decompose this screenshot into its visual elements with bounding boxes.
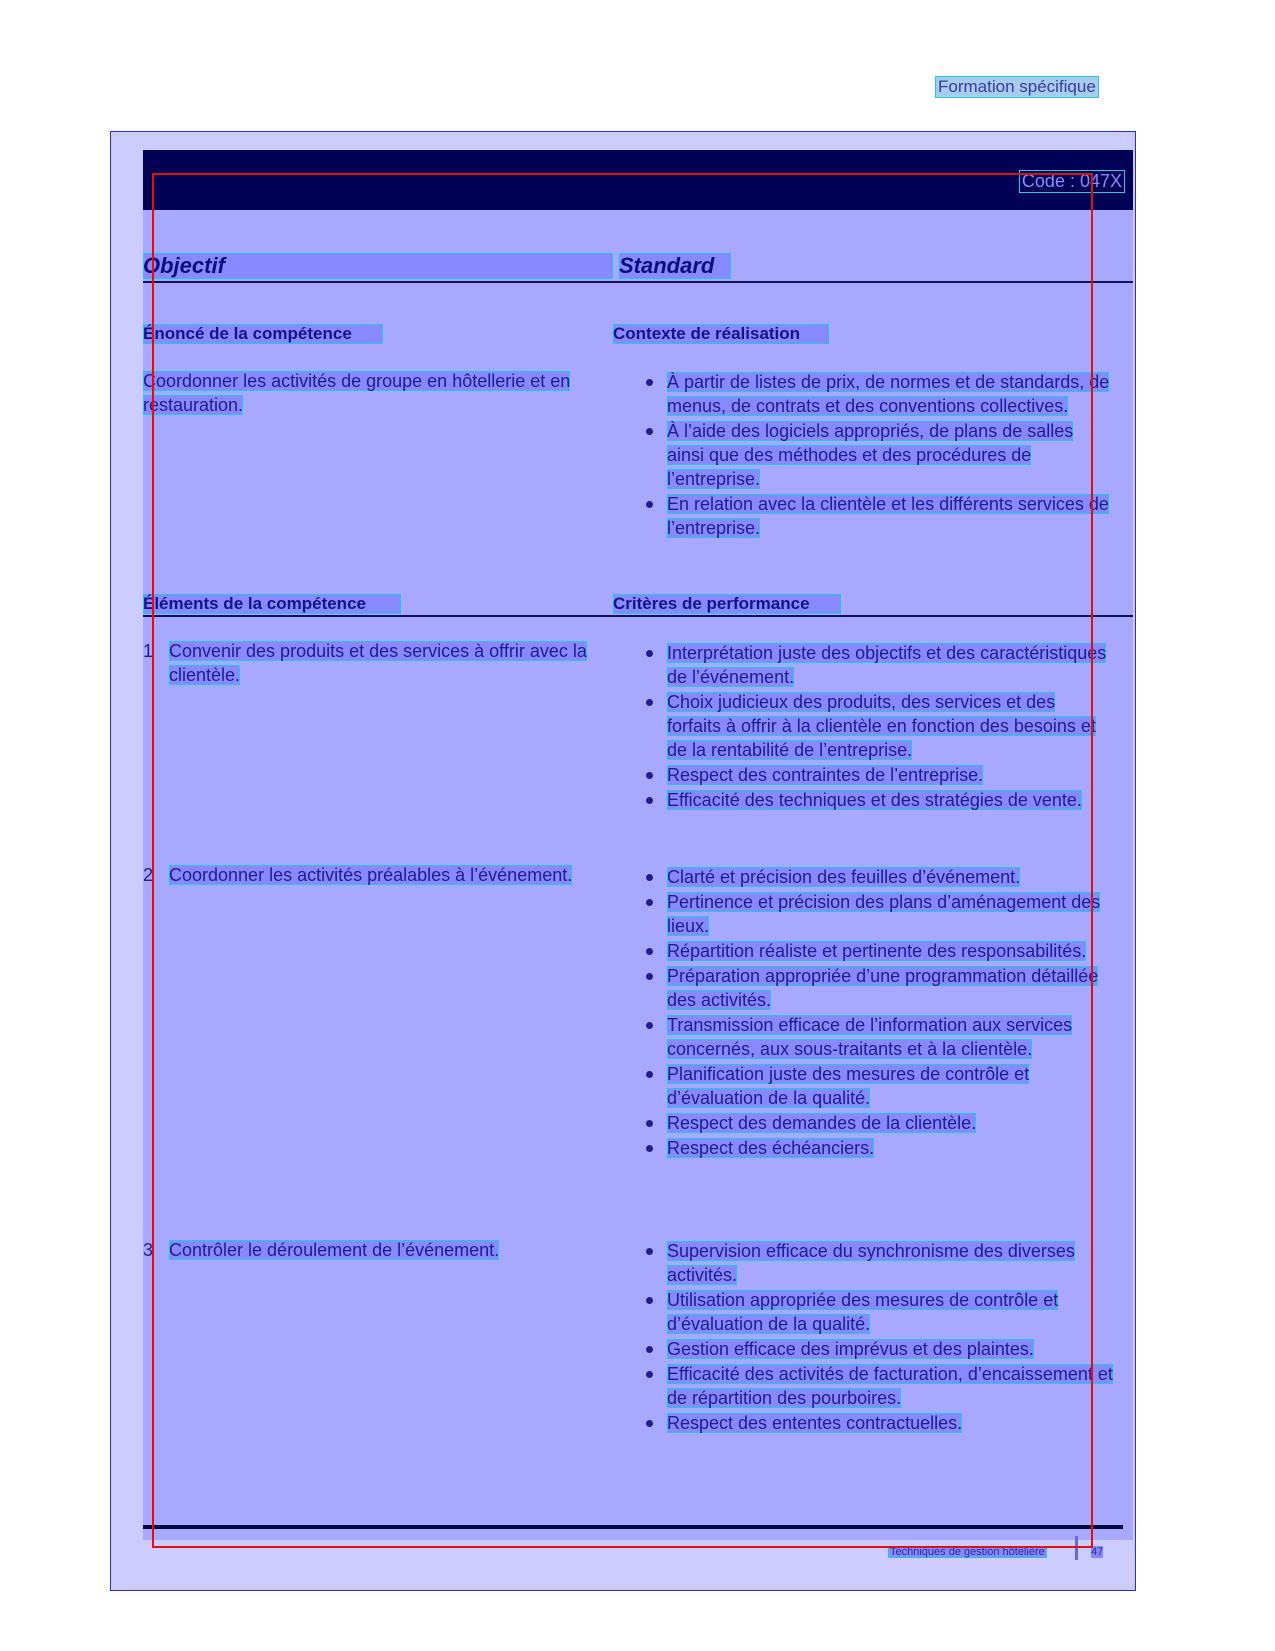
list-item: Interprétation juste des objectifs et des caractéristiques de l’événement. xyxy=(643,641,1113,689)
list-item: À partir de listes de prix, de normes et de standards, de menus, de contrats et des conventions collectives. xyxy=(643,370,1113,418)
bullet-icon xyxy=(646,1371,653,1378)
bullet-icon xyxy=(646,948,653,955)
section-label: Formation spécifique xyxy=(935,76,1099,98)
list-item: Clarté et précision des feuilles d’événement. xyxy=(643,865,1113,889)
list-item: Respect des ententes contractuelles. xyxy=(643,1411,1113,1435)
list-item: En relation avec la clientèle et les différents services de l’entreprise. xyxy=(643,492,1113,540)
bullet-icon xyxy=(646,1071,653,1078)
bullet-icon xyxy=(646,428,653,435)
page-content xyxy=(143,150,1133,1558)
list-item: Supervision efficace du synchronisme des diverses activités. xyxy=(643,1239,1113,1287)
list-item: Choix judicieux des produits, des services et des forfaits à offrir à la clientèle en fonction des besoins et de la rentabilité de l’entreprise. xyxy=(643,690,1113,762)
context-list xyxy=(643,370,1113,541)
bullet-icon xyxy=(646,699,653,706)
bullet-icon xyxy=(646,874,653,881)
list-item: Pertinence et précision des plans d’aménagement des lieux. xyxy=(643,890,1113,938)
bullet-icon xyxy=(646,899,653,906)
list-item: À l’aide des logiciels appropriés, de plans de salles ainsi que des méthodes et des procédures de l’entreprise. xyxy=(643,419,1113,491)
bullet-icon xyxy=(646,1297,653,1304)
footer-divider xyxy=(143,1525,1123,1529)
criteria-list xyxy=(643,641,1113,813)
element-text: Contrôler le déroulement de l’événement. xyxy=(169,1240,500,1260)
footer-program: Techniques de gestion hôtelière xyxy=(890,1546,1045,1558)
code-bar xyxy=(143,150,1133,210)
bullet-icon xyxy=(646,650,653,657)
statement-title: Énoncé de la compétence xyxy=(143,324,383,344)
list-item: Utilisation appropriée des mesures de contrôle et d’évaluation de la qualité. xyxy=(643,1288,1113,1336)
elements-title: Éléments de la compétence xyxy=(143,594,401,614)
list-item: Transmission efficace de l’information aux services concernés, aux sous-traitants et à la clientèle. xyxy=(643,1013,1113,1061)
bullet-icon xyxy=(646,1248,653,1255)
list-item: Respect des échéanciers. xyxy=(643,1136,1113,1160)
criteria-title: Critères de performance xyxy=(613,594,841,614)
list-item: Respect des demandes de la clientèle. xyxy=(643,1111,1113,1135)
elements-divider xyxy=(143,615,1133,617)
bullet-icon xyxy=(646,973,653,980)
bullet-icon xyxy=(646,1120,653,1127)
element-number: 2 xyxy=(143,865,154,885)
criteria-list xyxy=(643,1239,1113,1436)
bullet-icon xyxy=(646,797,653,804)
bullet-icon xyxy=(646,1022,653,1029)
list-item: Respect des contraintes de l’entreprise. xyxy=(643,763,1113,787)
bullet-icon xyxy=(646,1145,653,1152)
list-item: Efficacité des techniques et des stratégies de vente. xyxy=(643,788,1113,812)
context-title: Contexte de réalisation xyxy=(613,324,829,344)
column-header-standard: Standard xyxy=(619,253,731,279)
list-item: Préparation appropriée d’une programmation détaillée des activités. xyxy=(643,964,1113,1012)
criteria-list xyxy=(643,865,1113,1161)
footer-separator xyxy=(1075,1536,1078,1560)
element-number: 1 xyxy=(143,641,154,661)
bullet-icon xyxy=(646,1420,653,1427)
page-number: 47 xyxy=(1091,1546,1104,1558)
header-divider xyxy=(143,281,1133,283)
list-item: Planification juste des mesures de contrôle et d’évaluation de la qualité. xyxy=(643,1062,1113,1110)
list-item: Efficacité des activités de facturation, d’encaissement et de répartition des pourboires. xyxy=(643,1362,1113,1410)
bullet-icon xyxy=(646,1346,653,1353)
competency-statement: Coordonner les activités de groupe en hôtellerie et en restauration. xyxy=(143,371,571,415)
element-text: Convenir des produits et des services à offrir avec la clientèle. xyxy=(169,641,587,685)
bullet-icon xyxy=(646,501,653,508)
element-number: 3 xyxy=(143,1240,154,1260)
column-header-objectif: Objectif xyxy=(143,253,613,279)
bullet-icon xyxy=(646,379,653,386)
list-item: Gestion efficace des imprévus et des plaintes. xyxy=(643,1337,1113,1361)
competency-code: Code : 047X xyxy=(1019,170,1125,193)
bullet-icon xyxy=(646,772,653,779)
element-text: Coordonner les activités préalables à l’événement. xyxy=(169,865,573,885)
list-item: Répartition réaliste et pertinente des responsabilités. xyxy=(643,939,1113,963)
document-page xyxy=(110,131,1136,1591)
